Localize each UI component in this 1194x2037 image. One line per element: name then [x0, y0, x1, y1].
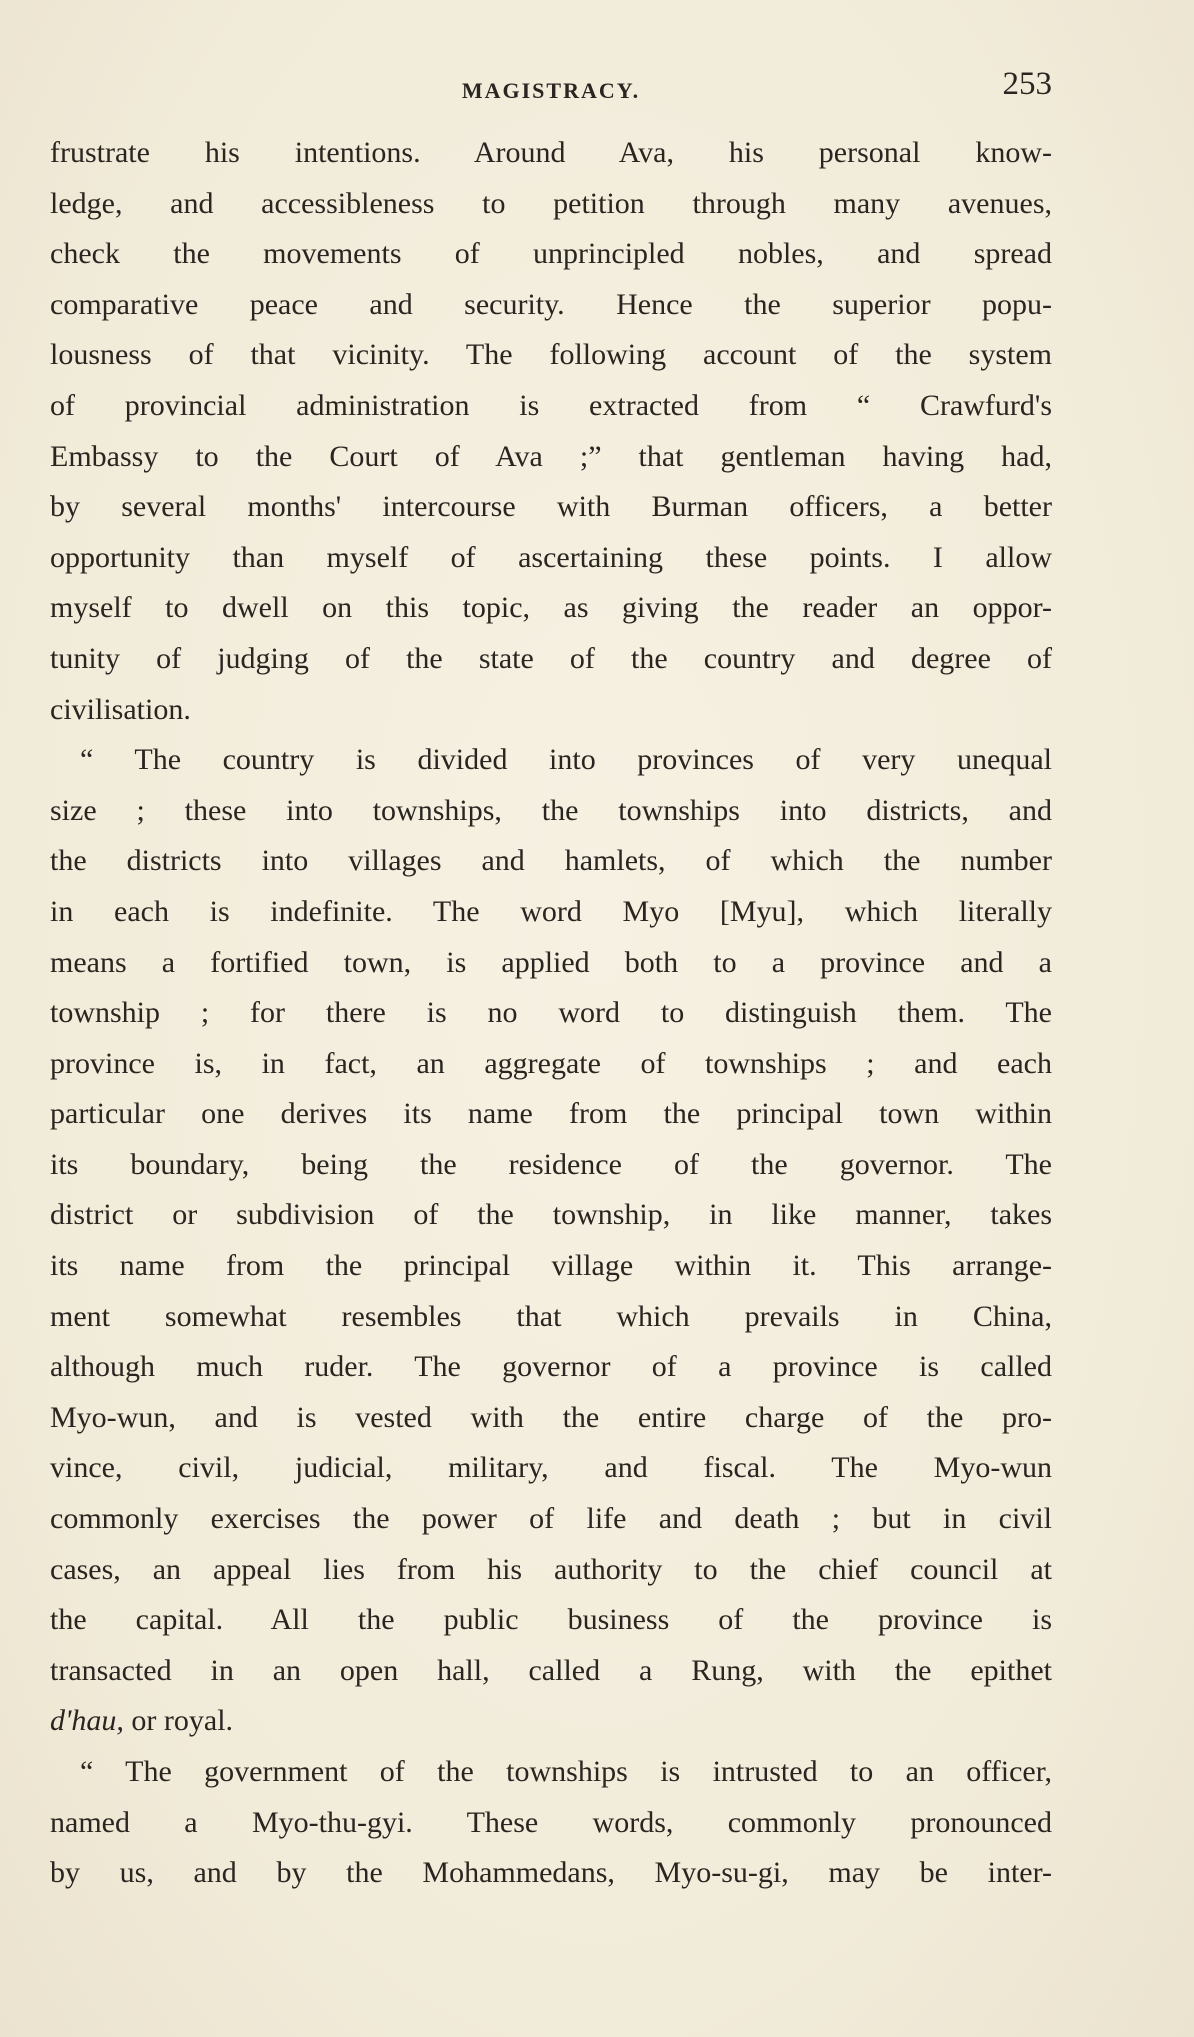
- body-text: [50, 128, 1052, 1899]
- paragraph-3: [50, 1747, 1052, 1899]
- running-head: MAGISTRACY.: [461, 78, 641, 103]
- text-line: its boundary, being the residence of the governor. The: [50, 1147, 1052, 1181]
- text-line: its name from the principal village within it. This arrange-: [50, 1249, 1052, 1283]
- paragraph-1: [50, 128, 1052, 735]
- text-line: [50, 1696, 1052, 1747]
- text-line: check the movements of unprincipled nobles, and spread: [50, 237, 1052, 271]
- text-line: comparative peace and security. Hence the superior popu-: [50, 287, 1052, 321]
- text-line: frustrate his intentions. Around Ava, his personal know-: [50, 136, 1052, 169]
- text-line: in each is indefinite. The word Myo [Myu], which literally: [50, 894, 1052, 928]
- text-line: although much ruder. The governor of a province is called: [50, 1350, 1052, 1384]
- italic-term: d'hau,: [50, 1704, 124, 1738]
- text-line: lousness of that vicinity. The following account of the system: [50, 338, 1052, 372]
- page-number: 253: [1002, 66, 1052, 102]
- text-line: “ The country is divided into provinces of very unequal: [80, 743, 1052, 777]
- text-line: size ; these into townships, the townships into districts, and: [50, 793, 1052, 827]
- text-line: tunity of judging of the state of the country and degree of: [50, 641, 1052, 675]
- text-line: vince, civil, judicial, military, and fiscal. The Myo-wun: [50, 1451, 1052, 1485]
- text-line: township ; for there is no word to distinguish them. The: [50, 996, 1052, 1030]
- text-line: particular one derives its name from the principal town within: [50, 1097, 1052, 1131]
- text-line: cases, an appeal lies from his authority to the chief council at: [50, 1552, 1052, 1586]
- text-line: district or subdivision of the township, in like manner, takes: [50, 1198, 1052, 1232]
- text-line: by us, and by the Mohammedans, Myo-su-gi, may be inter-: [50, 1856, 1052, 1890]
- text-line: means a fortified town, is applied both to a province and a: [50, 945, 1052, 979]
- text-line: by several months' intercourse with Burman officers, a better: [50, 490, 1052, 524]
- text-line: opportunity than myself of ascertaining these points. I allow: [50, 540, 1052, 574]
- text-line: “ The government of the townships is intrusted to an officer,: [80, 1755, 1052, 1788]
- text-line: myself to dwell on this topic, as giving the reader an oppor-: [50, 591, 1052, 625]
- text-line: transacted in an open hall, called a Rung, with the epithet: [50, 1653, 1052, 1687]
- text-line: ledge, and accessibleness to petition through many avenues,: [50, 186, 1052, 220]
- text-line: province is, in fact, an aggregate of townships ; and each: [50, 1046, 1052, 1080]
- text-line: ment somewhat resembles that which prevails in China,: [50, 1299, 1052, 1333]
- text-line: named a Myo-thu-gyi. These words, commonly pronounced: [50, 1805, 1052, 1839]
- text-line: commonly exercises the power of life and death ; but in civil: [50, 1502, 1052, 1536]
- text-line: the capital. All the public business of the province is: [50, 1603, 1052, 1637]
- text-line: civilisation.: [50, 692, 191, 726]
- text-line: the districts into villages and hamlets, of which the number: [50, 844, 1052, 878]
- text-line: of provincial administration is extracted from “ Crawfurd's: [50, 388, 1052, 422]
- text-line: Myo-wun, and is vested with the entire charge of the pro-: [50, 1400, 1052, 1434]
- text-line: Embassy to the Court of Ava ;” that gentleman having had,: [50, 439, 1052, 473]
- paragraph-2: [50, 735, 1052, 1747]
- text-span: or royal.: [123, 1704, 234, 1738]
- page-header: [50, 66, 1052, 110]
